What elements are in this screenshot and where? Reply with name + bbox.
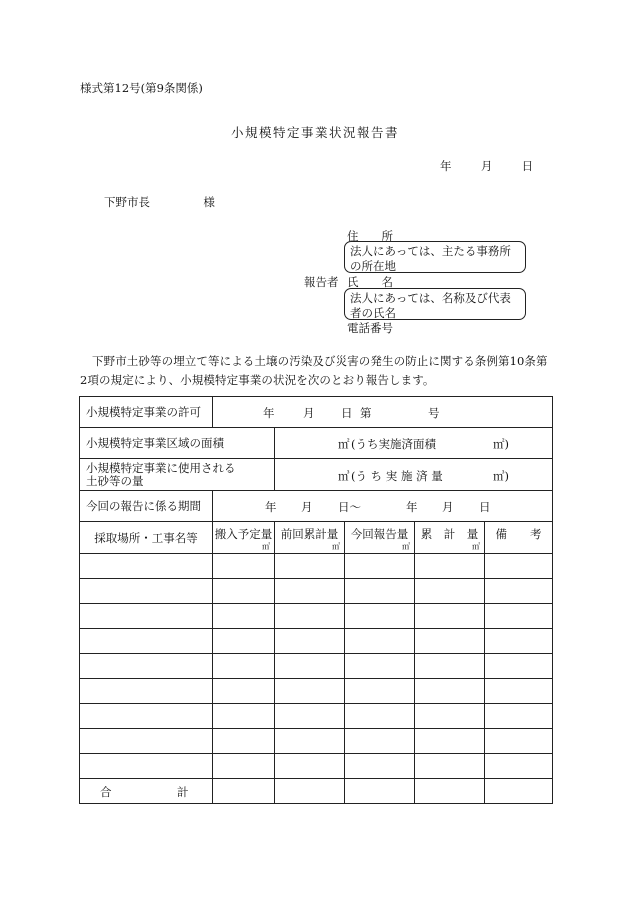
address-label: 住 所 — [347, 229, 393, 243]
cell-planned[interactable] — [213, 654, 275, 679]
cell-planned[interactable] — [213, 554, 275, 579]
cell-cumulative[interactable] — [415, 729, 485, 754]
cell-location[interactable] — [80, 754, 213, 779]
period-month-from: 月 — [301, 500, 313, 514]
col-cumulative-text: 累 計 量 — [420, 527, 479, 541]
period-year-from: 年 — [265, 500, 277, 514]
soil-paren: (う ち 実 施 済 量 — [351, 469, 443, 483]
cell-remarks[interactable] — [485, 729, 553, 754]
period-value[interactable] — [213, 491, 553, 522]
addressee — [104, 194, 215, 210]
soil-unit-close: ㎥) — [493, 469, 509, 483]
form-number: 様式第12号(第9条関係) — [80, 81, 203, 95]
permit-go: 号 — [428, 406, 440, 420]
permit-year: 年 — [263, 406, 275, 420]
date-month: 月 — [480, 159, 493, 173]
total-planned[interactable] — [213, 779, 275, 804]
cell-previous[interactable] — [275, 604, 345, 629]
addressee-name: 下野市長 — [104, 195, 150, 209]
body-paragraph: 下野市土砂等の埋立て等による土壌の汚染及び災害の発生の防止に関する条例第10条第2項の規定により、小規模特定事業の状況を次のとおり報告します。 — [80, 354, 548, 387]
cell-remarks[interactable] — [485, 629, 553, 654]
table-row — [80, 554, 553, 579]
cell-location[interactable] — [80, 679, 213, 704]
cell-remarks[interactable] — [485, 754, 553, 779]
soil-row — [80, 459, 553, 491]
period-row — [80, 491, 553, 522]
total-label — [80, 779, 213, 804]
col-header-previous — [275, 522, 345, 554]
period-label: 今回の報告に係る期間 — [80, 491, 213, 522]
cell-remarks[interactable] — [485, 554, 553, 579]
cell-location[interactable] — [80, 554, 213, 579]
cell-current[interactable] — [345, 729, 415, 754]
cell-current[interactable] — [345, 754, 415, 779]
permit-month: 月 — [303, 406, 315, 420]
reporter-block — [300, 228, 540, 338]
cell-planned[interactable] — [213, 629, 275, 654]
table-row — [80, 754, 553, 779]
total-row — [80, 779, 553, 804]
page-title: 小規模特定事業状況報告書 — [230, 125, 399, 140]
column-header-row — [80, 522, 553, 554]
cell-current[interactable] — [345, 554, 415, 579]
col-cumulative-unit: ㎥ — [472, 542, 480, 551]
date-day: 日 — [521, 159, 534, 173]
period-day-from: 日〜 — [338, 500, 361, 514]
cell-previous[interactable] — [275, 679, 345, 704]
col-planned-text: 搬入予定量 — [214, 527, 273, 541]
total-remarks[interactable] — [485, 779, 553, 804]
col-header-current — [345, 522, 415, 554]
cell-previous[interactable] — [275, 579, 345, 604]
cell-planned[interactable] — [213, 579, 275, 604]
cell-planned[interactable] — [213, 604, 275, 629]
cell-location[interactable] — [80, 604, 213, 629]
col-planned-unit: ㎥ — [262, 542, 270, 551]
area-unit-close: ㎡) — [493, 437, 509, 451]
table-row — [80, 579, 553, 604]
col-previous-text: 前回累計量 — [280, 527, 339, 541]
col-current-text: 今回報告量 — [350, 527, 409, 541]
name-label: 氏 名 — [347, 275, 393, 289]
cell-previous[interactable] — [275, 629, 345, 654]
cell-location[interactable] — [80, 579, 213, 604]
cell-current[interactable] — [345, 579, 415, 604]
total-label-left: 合 — [100, 785, 112, 799]
cell-cumulative[interactable] — [415, 679, 485, 704]
soil-label — [80, 459, 275, 491]
col-header-cumulative — [415, 522, 485, 554]
cell-cumulative[interactable] — [415, 604, 485, 629]
col-previous-unit: ㎥ — [332, 542, 340, 551]
cell-planned[interactable] — [213, 729, 275, 754]
cell-remarks[interactable] — [485, 704, 553, 729]
permit-day: 日 — [341, 406, 353, 420]
name-note-line1: 法人にあっては、名称及び代表 — [350, 291, 511, 305]
report-date — [440, 158, 533, 174]
cell-remarks[interactable] — [485, 604, 553, 629]
soil-unit: ㎥ — [338, 469, 350, 483]
cell-previous[interactable] — [275, 729, 345, 754]
area-label: 小規模特定事業区域の面積 — [80, 428, 275, 459]
phone-label: 電話番号 — [347, 321, 393, 335]
permit-row — [80, 397, 553, 428]
address-note-line1: 法人にあっては、主たる事務所 — [350, 244, 511, 258]
total-label-right: 計 — [177, 785, 189, 799]
address-note-line2: の所在地 — [350, 259, 396, 273]
report-table — [79, 396, 553, 804]
table-row — [80, 604, 553, 629]
table-row — [80, 704, 553, 729]
cell-remarks[interactable] — [485, 679, 553, 704]
cell-cumulative[interactable] — [415, 754, 485, 779]
cell-cumulative[interactable] — [415, 704, 485, 729]
area-row — [80, 428, 553, 459]
cell-location[interactable] — [80, 704, 213, 729]
permit-dai: 第 — [360, 406, 372, 420]
col-current-unit: ㎥ — [402, 542, 410, 551]
cell-location[interactable] — [80, 629, 213, 654]
cell-current[interactable] — [345, 679, 415, 704]
cell-cumulative[interactable] — [415, 654, 485, 679]
table-row — [80, 654, 553, 679]
period-day-to: 日 — [479, 500, 491, 514]
cell-current[interactable] — [345, 629, 415, 654]
col-header-remarks — [485, 522, 553, 554]
soil-label-line2: 土砂等の量 — [86, 473, 144, 488]
period-year-to: 年 — [406, 500, 418, 514]
cell-previous[interactable] — [275, 754, 345, 779]
permit-value[interactable] — [213, 397, 553, 428]
area-paren: (うち実施済面積 — [351, 437, 436, 451]
cell-cumulative[interactable] — [415, 629, 485, 654]
cell-previous[interactable] — [275, 554, 345, 579]
cell-location[interactable] — [80, 729, 213, 754]
cell-remarks[interactable] — [485, 654, 553, 679]
cell-planned[interactable] — [213, 754, 275, 779]
cell-location[interactable] — [80, 654, 213, 679]
total-previous[interactable] — [275, 779, 345, 804]
name-note-line2: 者の氏名 — [350, 306, 396, 320]
cell-cumulative[interactable] — [415, 554, 485, 579]
cell-cumulative[interactable] — [415, 579, 485, 604]
permit-label: 小規模特定事業の許可 — [80, 397, 213, 428]
area-unit: ㎡ — [338, 437, 350, 451]
addressee-honorific: 様 — [203, 195, 215, 209]
reporter-label: 報告者 — [304, 275, 339, 289]
table-row — [80, 679, 553, 704]
area-value[interactable] — [275, 428, 553, 459]
cell-current[interactable] — [345, 704, 415, 729]
cell-planned[interactable] — [213, 679, 275, 704]
col-remarks-text: 備 考 — [495, 527, 542, 541]
col-location-text: 採取場所・工事名等 — [94, 530, 198, 545]
table-row — [80, 629, 553, 654]
col-header-location — [80, 522, 213, 554]
period-month-to: 月 — [442, 500, 454, 514]
soil-value[interactable] — [275, 459, 553, 491]
cell-previous[interactable] — [275, 704, 345, 729]
col-header-planned — [213, 522, 275, 554]
cell-previous[interactable] — [275, 654, 345, 679]
date-year: 年 — [440, 159, 452, 173]
total-current[interactable] — [345, 779, 415, 804]
cell-current[interactable] — [345, 604, 415, 629]
table-row — [80, 729, 553, 754]
cell-planned[interactable] — [213, 704, 275, 729]
cell-remarks[interactable] — [485, 579, 553, 604]
body-text — [80, 352, 552, 390]
soil-label-line1: 小規模特定事業に使用される — [86, 460, 236, 475]
total-cumulative[interactable] — [415, 779, 485, 804]
cell-current[interactable] — [345, 654, 415, 679]
